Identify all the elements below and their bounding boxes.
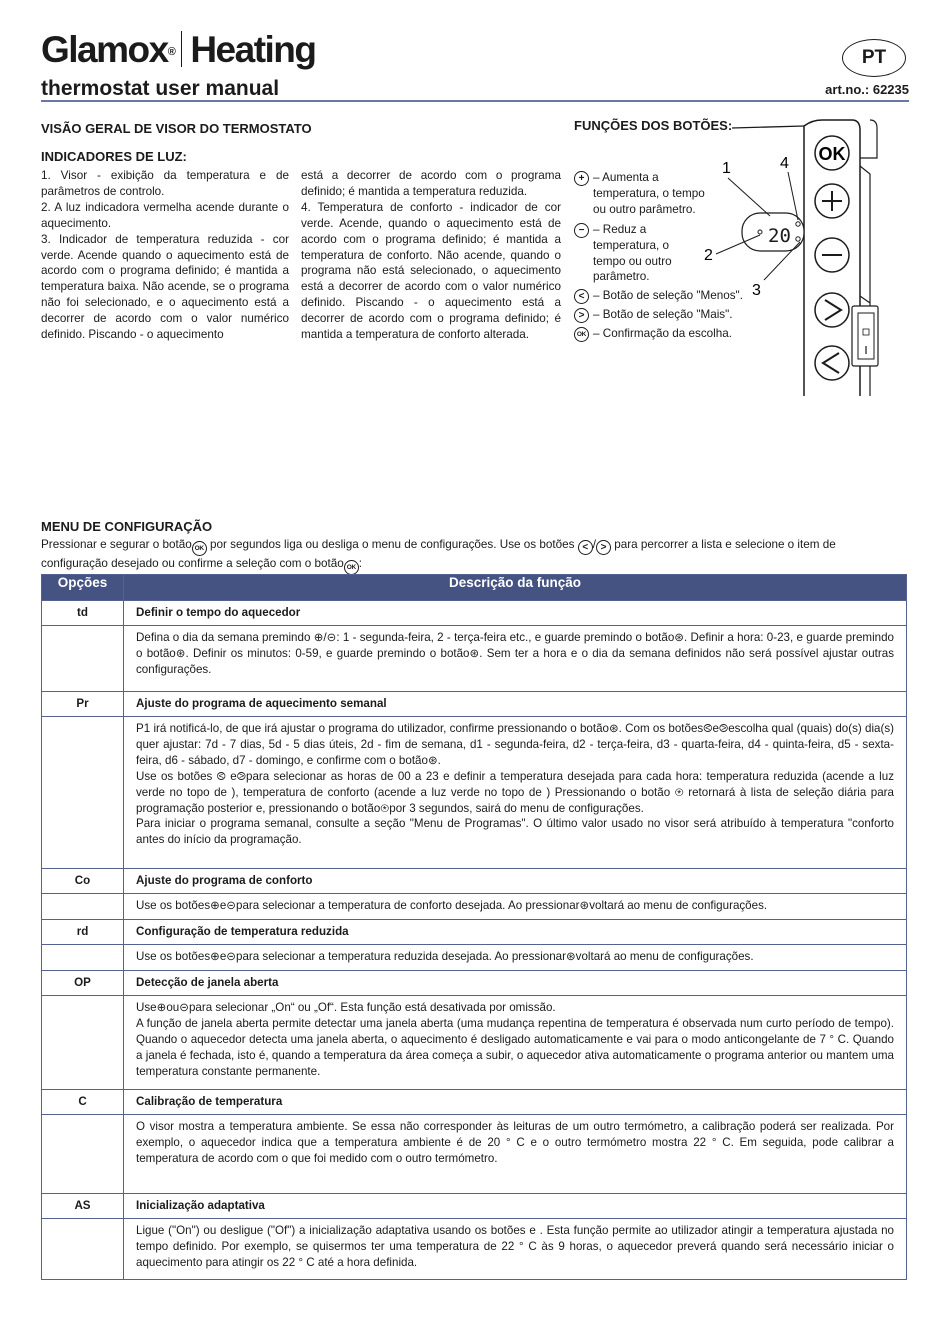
option-code: Co xyxy=(42,869,124,894)
next-button-drawing xyxy=(815,293,849,327)
plus-icon: + xyxy=(574,171,589,186)
option-title: Calibração de temperatura xyxy=(124,1090,907,1115)
option-title: Inicialização adaptativa xyxy=(124,1194,907,1219)
chevron-left-icon: < xyxy=(578,540,593,555)
option-title-row xyxy=(42,869,907,894)
option-description-row xyxy=(42,626,907,692)
light-item-2: 2. A luz indicadora vermelha acende durante o aquecimento. xyxy=(41,200,289,230)
manual-subtitle: thermostat user manual xyxy=(41,77,280,100)
lights-column-2 xyxy=(301,168,561,343)
option-title-row xyxy=(42,920,907,945)
option-description-row xyxy=(42,996,907,1090)
option-description xyxy=(124,945,907,971)
function-ok xyxy=(574,326,764,342)
option-description-paragraph: Use os botões⊕e⊝para selecionar a temperatura reduzida desejada. Ao pressionar⊛voltará ao menu de configurações. xyxy=(136,950,754,963)
option-title-row xyxy=(42,692,907,717)
display-value: 20 xyxy=(768,225,791,247)
option-code: OP xyxy=(42,971,124,996)
option-description-paragraph: P1 irá notificá-lo, de que irá ajustar o programa do utilizador, confirme pressionando o botão⊛. Com os botões⧀e⧁escolha qual (quais) do(s) dia(s) quer ajustar: 7d - 7 dias, 5d - 5 dias úteis, 2d - fim de semana, d1 - segunda-feira, d2 - terça-feira, d3 - quarta-feira, d4 - quinta-feira, d5 - sexta-feira, d6 - sábado, d7 - domingo, e confirme com o botão⊛. xyxy=(136,722,894,767)
chevron-left-icon: < xyxy=(574,289,589,304)
option-description-paragraph: Use⊕ou⊝para selecionar „On“ ou „Of“. Esta função está desativada por omissão. xyxy=(136,1001,556,1014)
option-empty-cell xyxy=(42,1219,124,1280)
chevron-right-icon: > xyxy=(574,308,589,323)
option-description xyxy=(124,1115,907,1194)
option-title: Definir o tempo do aquecedor xyxy=(124,601,907,626)
option-description-row xyxy=(42,1219,907,1280)
brand-heating: Heating xyxy=(190,29,316,70)
description-column-header: Descrição da função xyxy=(124,575,907,601)
light-item-1: 1. Visor - exibição da temperatura e de parâmetros de controlo. xyxy=(41,169,289,198)
option-title: Detecção de janela aberta xyxy=(124,971,907,996)
functions-list xyxy=(574,170,764,344)
option-description-paragraph: A função de janela aberta permite detectar uma janela aberta (uma mudança repentina de temperatura é observada num curto período de tempo). Quando o aquecedor detecta uma janela aberta, o aquecimento é desligado automaticamente e vai para o modo anticongelante de 7 ° C. Quando a janela é fechada, isto é, quando a temperatura da área começa a subir, o aquecedor ativa automaticamente o programa anterior ou mantem uma temperatura constante permanente. xyxy=(136,1016,894,1078)
option-code: AS xyxy=(42,1194,124,1219)
option-empty-cell xyxy=(42,945,124,971)
option-empty-cell xyxy=(42,717,124,869)
option-code: td xyxy=(42,601,124,626)
option-code: C xyxy=(42,1090,124,1115)
prev-button-drawing xyxy=(815,346,849,380)
option-description-row xyxy=(42,894,907,920)
brand-separator xyxy=(181,31,183,67)
option-code: rd xyxy=(42,920,124,945)
ok-button-label: OK xyxy=(818,144,846,164)
function-less xyxy=(574,288,764,304)
option-description-paragraph: Use os botões⊕e⊝para selecionar a temperatura de conforto desejada. Ao pressionar⊛voltará ao menu de configurações. xyxy=(136,899,768,912)
option-description-paragraph: Defina o dia da semana premindo ⊕/⊝: 1 - segunda-feira, 2 - terça-feira etc., e guarde premindo o botão⊛. Definir a hora: 0-23, e guarde premindo o botão⊛. Definir os minutos: 0-59, e guarde premindo o botão⊛. Sem ter a hora e o dia da semana definidos não será possível ajustar outras configurações. xyxy=(136,631,894,676)
ok-icon: OK xyxy=(574,327,589,342)
menu-intro-b: por segundos liga ou desliga o menu de configurações. Use os botões xyxy=(209,538,575,551)
option-description xyxy=(124,996,907,1090)
callout-1: 1 xyxy=(722,160,731,177)
options-table xyxy=(41,574,907,1280)
option-description xyxy=(124,894,907,920)
functions-title: FUNÇÕES DOS BOTÕES: xyxy=(574,118,733,133)
option-title: Configuração de temperatura reduzida xyxy=(124,920,907,945)
light-item-4: 4. Temperatura de conforto - indicador de cor verde. Acende, quando o aquecimento está de acordo com o programa definido; é mantida a temperatura de conforto. Não acende, quando o programa não está selecionado, o aquecimento está a decorrer de acordo com o valor numérico definido. Piscando - o aquecimento está a decorrer de acordo com o programa definido; é mantida a temperatura de conforto alterada. xyxy=(301,200,561,342)
ok-button-drawing xyxy=(815,136,849,170)
option-description-paragraph: Use os botões ⧀ e⧁para selecionar as horas de 00 a 23 e definir a temperatura desejada para cada hora: temperatura reduzida (acende a luz verde no topo de ), temperatura de conforto (acende a luz verde no topo de ) Pressionando o botão ⊛ retornará à lista de seleção diária para programação posterior e, pressionando o botão⊛por 3 segundos, sairá do menu de configurações. xyxy=(136,769,894,815)
menu-intro-slash: / xyxy=(592,538,596,551)
registered-mark: ® xyxy=(167,46,176,58)
lights-column-1 xyxy=(41,168,289,343)
function-less-text: – Botão de seleção "Menos". xyxy=(593,289,743,303)
menu-intro-d: para percorrer a lista e selecione o item de configuração desejado ou confirme a seleção com o botão xyxy=(41,538,836,570)
menu-title: MENU DE CONFIGURAÇÃO xyxy=(41,519,213,534)
function-plus xyxy=(574,170,764,218)
option-title: Ajuste do programa de conforto xyxy=(124,869,907,894)
option-title-row xyxy=(42,971,907,996)
menu-intro-a: Pressionar e segurar o botão xyxy=(41,538,192,551)
chevron-right-icon: > xyxy=(596,540,611,555)
lights-title: INDICADORES DE LUZ: xyxy=(41,149,187,164)
option-title-row xyxy=(42,1194,907,1219)
minus-icon: − xyxy=(574,223,589,238)
option-description-paragraph: Ligue ("On") ou desligue ("Of") a inicialização adaptativa usando os botões e . Esta função permite ao utilizador atingir a temperatura ajustada no tempo definido. Por exemplo, se quisermos ter uma temperatura de 22 ° C às 9 horas, o aquecedor preverá quando será necessário iniciar o aquecimento para atingir os 22 ° C até a hora definida. xyxy=(136,1224,894,1269)
function-more-text: – Botão de seleção "Mais". xyxy=(593,308,733,322)
option-description xyxy=(124,717,907,869)
brand-logo xyxy=(41,30,316,70)
options-column-header: Opções xyxy=(42,575,124,601)
option-empty-cell xyxy=(42,894,124,920)
option-empty-cell xyxy=(42,1115,124,1194)
option-description-paragraph: O visor mostra a temperatura ambiente. Se essa não corresponder às leituras de um outro termómetro, a calibração poderá ser realizada. Por exemplo, o aquecedor indica que a temperatura ambiente é de 20 ° C e o outro termómetro mostra 22 ° C. Em seguida, pode calibrar a temperatura de acordo com o que foi medido com o outro termómetro. xyxy=(136,1120,894,1165)
option-description xyxy=(124,1219,907,1280)
option-code: Pr xyxy=(42,692,124,717)
function-more xyxy=(574,307,764,323)
callout-2: 2 xyxy=(704,247,713,264)
overview-title: VISÃO GERAL DE VISOR DO TERMOSTATO xyxy=(41,121,312,136)
light-item-3-cont: está a decorrer de acordo com o programa definido; é mantida a temperatura reduzida. xyxy=(301,169,561,198)
language-badge: PT xyxy=(842,39,906,77)
option-title-row xyxy=(42,1090,907,1115)
option-empty-cell xyxy=(42,626,124,692)
callout-3: 3 xyxy=(752,282,761,299)
option-description-row xyxy=(42,1115,907,1194)
option-description xyxy=(124,626,907,692)
function-plus-text: – Aumenta a temperatura, o tempo ou outro parâmetro. xyxy=(593,171,705,216)
option-title-row xyxy=(42,601,907,626)
light-item-3: 3. Indicador de temperatura reduzida - cor verde. Acende quando o aquecimento está de acordo com o programa definido; é mantida a temperatura baixa. Não acende, se o programa não foi selecionado, e o aquecimento está a decorrer de acordo com o valor numérico definido. Piscando - o aquecimento xyxy=(41,232,289,342)
option-description-row xyxy=(42,717,907,869)
menu-intro xyxy=(41,537,901,575)
option-description-paragraph: Para iniciar o programa semanal, consulte a seção "Menu de Programas". O último valor usado no visor será atribuído à temperatura "conforto antes do início da programação. xyxy=(136,817,894,847)
plus-button-drawing xyxy=(815,184,849,218)
ok-icon: OK xyxy=(344,560,359,575)
option-description-row xyxy=(42,945,907,971)
brand-name: Glamox xyxy=(41,29,168,70)
thermostat-diagram xyxy=(704,118,912,403)
function-minus-text: – Reduz a temperatura, o tempo ou outro parâmetro. xyxy=(593,222,672,284)
header-rule xyxy=(41,100,909,102)
callout-4: 4 xyxy=(780,155,789,172)
option-empty-cell xyxy=(42,996,124,1090)
ok-icon: OK xyxy=(192,541,207,556)
function-ok-text: – Confirmação da escolha. xyxy=(593,327,733,341)
minus-button-drawing xyxy=(815,238,849,272)
option-title: Ajuste do programa de aquecimento semanal xyxy=(124,692,907,717)
menu-intro-colon: : xyxy=(358,557,363,570)
article-number: art.no.: 62235 xyxy=(825,82,909,97)
function-minus xyxy=(574,222,764,286)
options-header-row xyxy=(42,575,907,601)
